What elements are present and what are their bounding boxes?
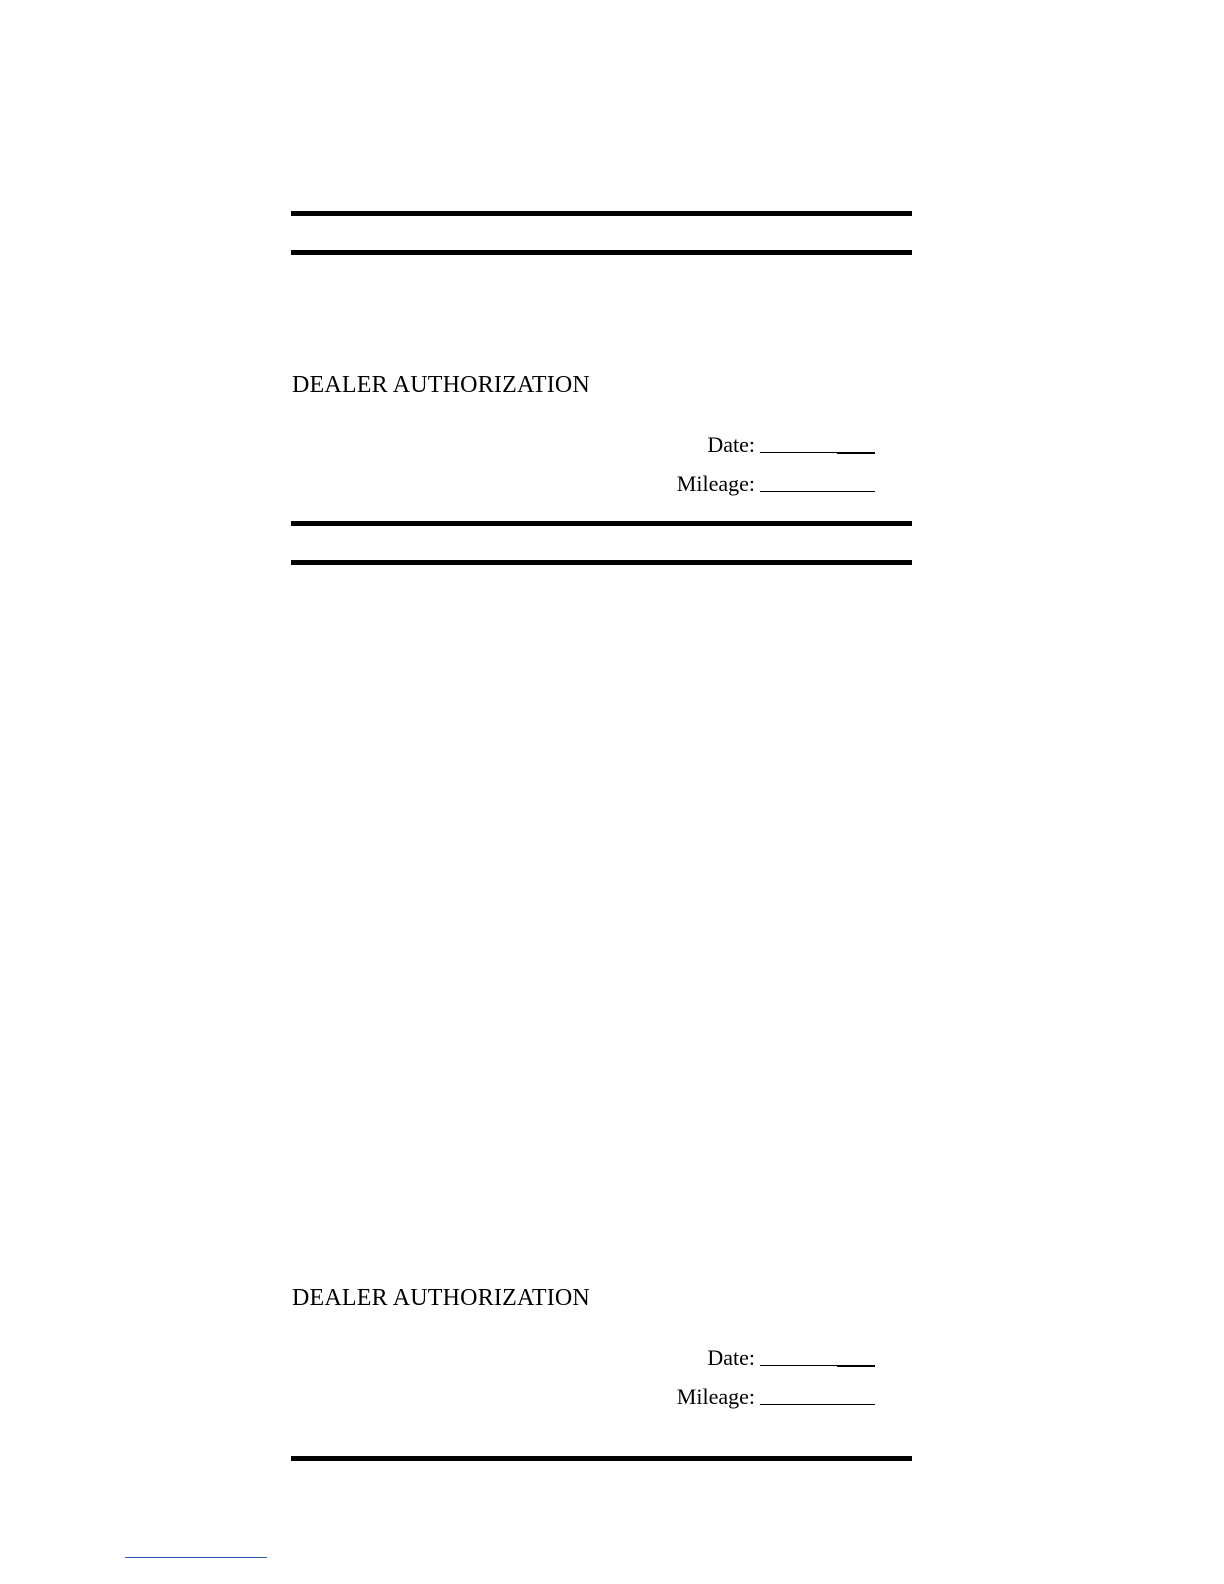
- date-label: Date:: [707, 432, 755, 457]
- top-rule-lower: [291, 250, 912, 255]
- date-field: [707, 432, 875, 458]
- mileage-blank-line[interactable]: [760, 491, 875, 492]
- footer-link-underline[interactable]: [125, 1557, 267, 1558]
- mileage-field: [677, 471, 875, 497]
- mileage-label: Mileage:: [676, 1384, 755, 1409]
- date-field: [707, 1345, 875, 1371]
- date-blank-line[interactable]: [760, 452, 875, 453]
- middle-rule-lower: [291, 560, 912, 565]
- mileage-field: [677, 1384, 875, 1410]
- section-title: DEALER AUTHORIZATION: [292, 372, 590, 398]
- bottom-rule: [291, 1456, 912, 1461]
- mileage-blank-line[interactable]: [760, 1404, 875, 1405]
- top-rule-upper: [291, 211, 912, 216]
- middle-rule-upper: [291, 521, 912, 526]
- date-blank-line[interactable]: [760, 1365, 875, 1366]
- mileage-label: Mileage:: [676, 471, 755, 496]
- section-title: DEALER AUTHORIZATION: [292, 1285, 590, 1311]
- date-label: Date:: [707, 1345, 755, 1370]
